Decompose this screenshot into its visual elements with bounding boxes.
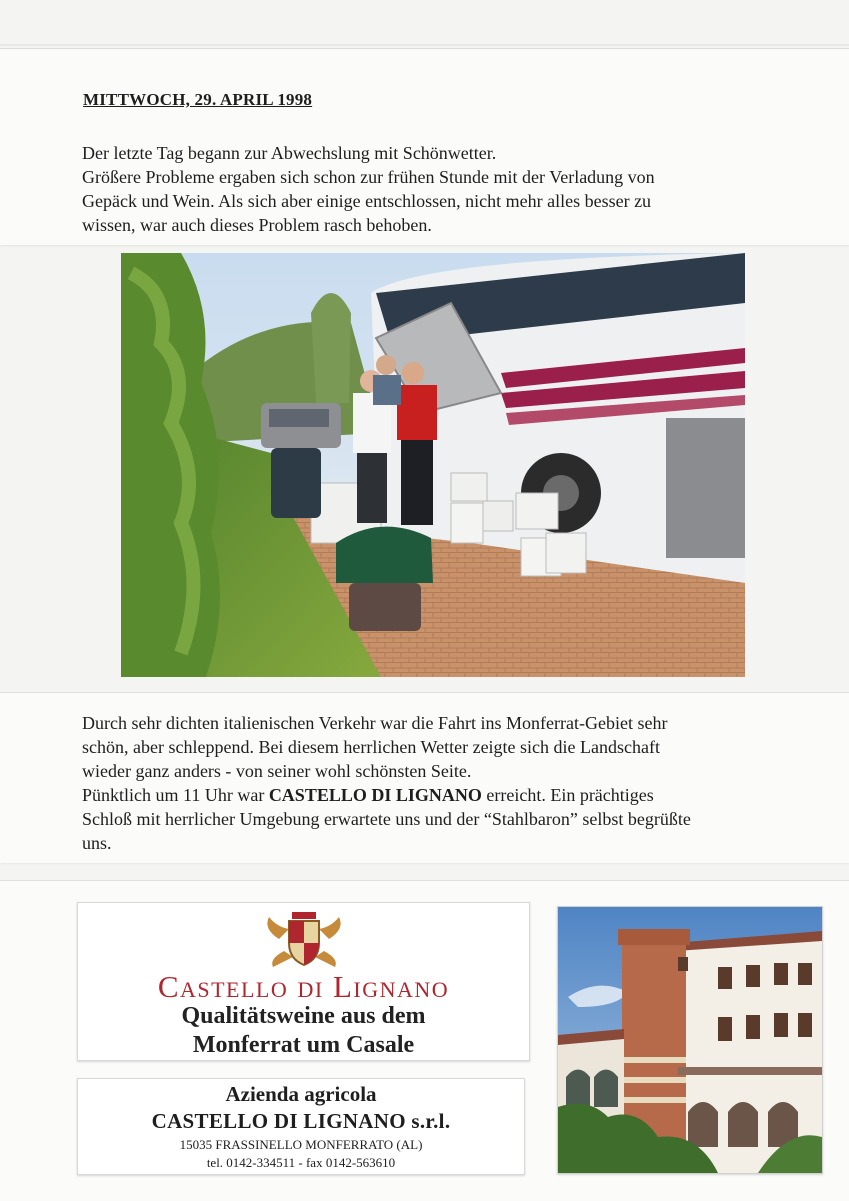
paragraph-line: Der letzte Tag begann zur Abwechslung mit Schönwetter. [82, 143, 497, 163]
paragraph-line: wieder ganz anders - von seiner wohl schönsten Seite. [82, 761, 472, 781]
company-name: CASTELLO DI LIGNANO s.r.l. [151, 1109, 451, 1133]
business-card [77, 1078, 525, 1175]
paragraph-line [82, 783, 782, 807]
slogan-line: Qualitätsweine aus dem [181, 1003, 426, 1029]
brand-title: Castello di Lignano [157, 969, 450, 1004]
winery-advert-card [77, 902, 530, 1061]
company-address: 15035 FRASSINELLO MONFERRATO (AL) [179, 1137, 423, 1152]
text-span: erreicht. Ein prächtiges [481, 785, 654, 805]
company-phone: tel. 0142-334511 - fax 0142-563610 [206, 1155, 396, 1170]
text-span: Pünktlich um 11 Uhr war [82, 785, 269, 805]
paragraph-line: schön, aber schleppend. Bei diesem herrlichen Wetter zeigte sich die Landschaft [82, 737, 660, 757]
azienda-label: Azienda agricola [225, 1082, 377, 1106]
paragraph-line: uns. [82, 833, 112, 853]
castle-photo [557, 906, 823, 1174]
paragraph-line: Gepäck und Wein. Als sich aber einige entschlossen, nicht mehr alles besser zu [82, 191, 652, 211]
crest-logo-icon [259, 909, 349, 969]
paragraph-line: Durch sehr dichten italienischen Verkehr war die Fahrt ins Monferrat-Gebiet sehr [82, 713, 668, 733]
paragraph-arrival [82, 711, 782, 855]
paragraph-line: wissen, war auch dieses Problem rasch behoben. [82, 215, 432, 235]
slogan-line: Monferrat um Casale [192, 1032, 415, 1058]
date-heading: MITTWOCH, 29. APRIL 1998 [83, 90, 313, 109]
page-top-edge [0, 44, 849, 46]
paragraph-line: Schloß mit herrlicher Umgebung erwartete uns und der “Stahlbaron” selbst begrüßte [82, 809, 691, 829]
paragraph-line: Größere Probleme ergaben sich schon zur frühen Stunde mit der Verladung von [82, 167, 655, 187]
bus-loading-photo [121, 253, 745, 677]
paragraph-loading [82, 141, 782, 237]
castle-name-bold: CASTELLO DI LIGNANO [268, 785, 482, 805]
